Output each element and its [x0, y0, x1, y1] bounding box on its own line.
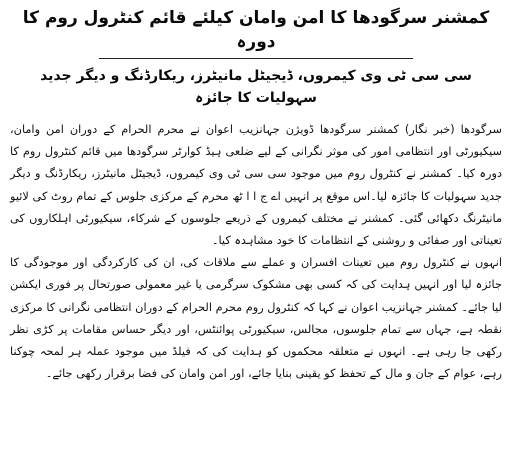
article-body [10, 119, 502, 385]
article-paragraph-2: انہوں نے کنٹرول روم میں تعینات افسران و عملے سے ملاقات کی، ان کی کارکردگی اور موجودگی کا جائزہ لیا اور انہیں ہدایت کی کہ کسی بھی مشکوک سرگرمی یا غیر معمولی صورتحال پر فوری ایکشن لیا جائے۔ کمشنر جہانزیب اعوان نے کہا کہ کنٹرول روم محرم الحرام کے دوران انتظامی نگرانی کا مرکزی نقطہ ہے، جہاں سے تمام جلوسوں، مجالس، سیکیورٹی پوائنٹس، اور دیگر حساس مقامات پر کڑی نظر رکھی جا رہی ہے۔ انہوں نے متعلقہ محکموں کو ہدایت کی کہ فیلڈ میں موجود عملہ ہر لمحہ چوکنا رہے، عوام کے جان و مال کے تحفظ کو یقینی بنایا جائے، اور امن وامان کی فضا برقرار رکھی جائے۔ [10, 256, 502, 381]
article-paragraph-1: سرگودھا (خبر نگار) کمشنر سرگودھا ڈویژن جہانزیب اعوان نے محرم الحرام کے دوران امن وامان، سیکیورٹی اور انتظامی امور کی موثر نگرانی کے لیے ضلعی ہیڈ کوارٹر سرگودھا میں قائم کنٹرول روم کا دورہ کیا۔ کمشنر نے کنٹرول روم میں موجود سی سی ٹی وی کیمروں، ڈیجیٹل مانیٹرز، ریکارڈنگ و دیگر جدید سہولیات کا جائزہ لیا۔اس موقع پر انہیں اے ج ا ا ٹھ محرم کے مرکزی جلوس کے تمام روٹ کی لائیو مانیٹرنگ دکھائی گئی۔ کمشنر نے مختلف کیمروں کے ذریعے جلوسوں کے شرکاء، سیکیورٹی اہلکاروں کی تعیناتی اور صفائی و روشنی کے انتظامات کا خود مشاہدہ کیا۔ [10, 123, 502, 248]
headline-divider [99, 58, 414, 59]
subheadline: سی سی ٹی وی کیمروں، ڈیجیٹل مانیٹرز، ریکارڈنگ و دیگر جدید سہولیات کا جائزہ [40, 68, 472, 106]
headline: کمشنر سرگودھا کا امن وامان کیلئے قائم کنٹرول روم کا دورہ [22, 8, 490, 52]
